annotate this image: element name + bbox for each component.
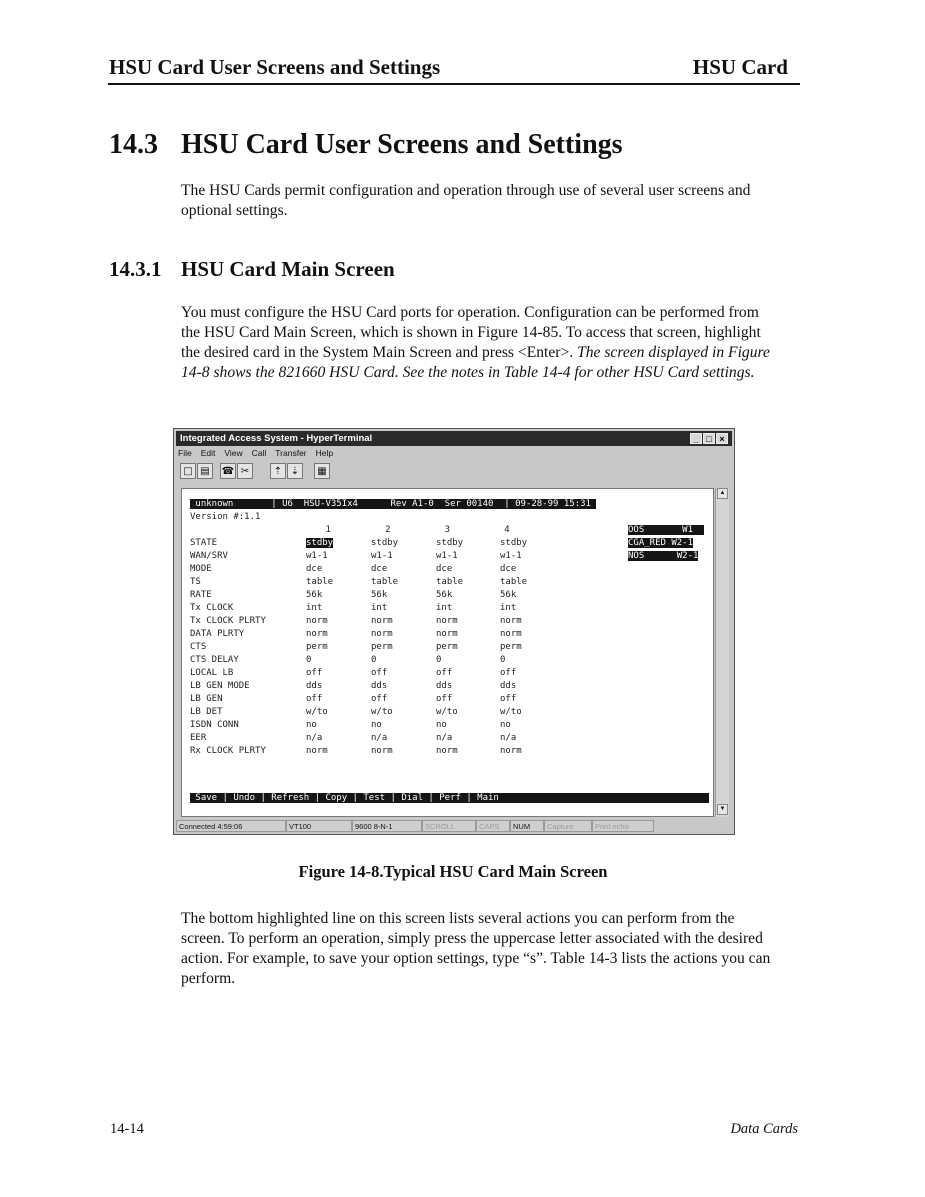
param-value-port2[interactable]: 56k [371, 590, 388, 600]
send-icon[interactable]: ⇡ [270, 463, 286, 479]
open-icon[interactable]: ▤ [197, 463, 213, 479]
terminal-screen[interactable] [181, 488, 714, 817]
state-value-port4: stdby [500, 538, 528, 548]
text-line: optional settings. [181, 202, 288, 219]
version-text: Version #:1.1 [190, 512, 261, 522]
port-column-header: 1 2 3 4 [190, 525, 510, 535]
param-value-port3[interactable]: w/to [436, 707, 458, 717]
param-value-port2[interactable]: w/to [371, 707, 393, 717]
section-number: 14.3 [109, 129, 158, 160]
param-value-port1[interactable]: 56k [306, 590, 323, 600]
subsection-number: 14.3.1 [109, 257, 162, 281]
param-value-port4[interactable]: table [500, 577, 528, 587]
param-value-port2[interactable]: norm [371, 629, 393, 639]
window-titlebar [176, 431, 732, 446]
param-label: LB DET [190, 707, 223, 717]
param-value-port4[interactable]: norm [500, 616, 522, 626]
param-value-port3[interactable]: dce [436, 564, 453, 574]
param-value-port2[interactable]: norm [371, 746, 393, 756]
menu-view[interactable]: View [224, 448, 243, 458]
state-value-port1[interactable]: stdby [306, 538, 334, 548]
text-line: action. For example, to save your option settings, type “s”. Table 14-3 lists the actions you can [181, 950, 771, 967]
disconnect-icon[interactable]: ✂ [237, 463, 253, 479]
menu-file[interactable]: File [178, 448, 192, 458]
text-line: screen. To perform an operation, simply press the uppercase letter associated with the desired [181, 930, 763, 947]
properties-icon[interactable]: ▦ [314, 463, 330, 479]
closing-paragraph [181, 909, 801, 989]
param-value-port4[interactable]: dce [500, 564, 517, 574]
param-value-port1[interactable]: perm [306, 642, 328, 652]
param-value-port3[interactable]: n/a [436, 733, 453, 743]
param-value-port2[interactable]: table [371, 577, 399, 587]
param-value-port3[interactable]: off [436, 668, 453, 678]
param-value-port2[interactable]: n/a [371, 733, 388, 743]
param-value-port2[interactable]: int [371, 603, 388, 613]
param-label: CTS DELAY [190, 655, 239, 665]
param-label: Rx CLOCK PLRTY [190, 746, 266, 756]
param-value-port3[interactable]: norm [436, 629, 458, 639]
param-value-port1[interactable]: dce [306, 564, 323, 574]
param-value-port4[interactable]: int [500, 603, 517, 613]
param-value-port4[interactable]: perm [500, 642, 522, 652]
param-value-port2[interactable]: 0 [371, 655, 377, 665]
status-emulation: VT100 [286, 820, 352, 832]
param-value-port1[interactable]: dds [306, 681, 323, 691]
alarm-line: NOS W2-1 [628, 551, 699, 561]
text-line: perform. [181, 970, 236, 987]
param-label: LOCAL LB [190, 668, 234, 678]
text-line [181, 343, 801, 363]
page-number: 14-14 [110, 1121, 144, 1137]
text-span: the desired card in the System Main Screen and press <Enter>. [181, 344, 578, 361]
menu-help[interactable]: Help [315, 448, 334, 458]
text-line: You must configure the HSU Card ports for operation. Configuration can be performed from [181, 304, 759, 321]
param-value-port1[interactable]: 0 [306, 655, 312, 665]
param-value-port2[interactable]: dds [371, 681, 388, 691]
scroll-down-icon[interactable]: ▼ [717, 804, 728, 815]
text-line: The HSU Cards permit configuration and operation through use of several user screens and [181, 182, 751, 199]
status-bar [176, 820, 732, 833]
param-value-port4[interactable]: w1-1 [500, 551, 522, 561]
param-value-port3[interactable]: off [436, 694, 453, 704]
state-label: STATE [190, 538, 218, 548]
param-value-port3[interactable]: 56k [436, 590, 453, 600]
param-value-port3[interactable]: no [436, 720, 447, 730]
param-value-port3[interactable]: perm [436, 642, 458, 652]
menu-bar [178, 448, 342, 458]
param-value-port1[interactable]: norm [306, 746, 328, 756]
param-value-port1[interactable]: w1-1 [306, 551, 328, 561]
param-value-port1[interactable]: no [306, 720, 317, 730]
running-header-left: HSU Card User Screens and Settings [109, 55, 441, 79]
param-value-port4[interactable]: n/a [500, 733, 517, 743]
receive-icon[interactable]: ⇣ [287, 463, 303, 479]
maximize-button[interactable]: □ [703, 433, 715, 444]
param-value-port1[interactable]: off [306, 668, 323, 678]
param-value-port1[interactable]: norm [306, 616, 328, 626]
status-port-settings: 9600 8-N-1 [352, 820, 422, 832]
param-value-port4[interactable]: off [500, 668, 517, 678]
section-intro [181, 181, 801, 221]
header-rule [108, 83, 800, 85]
menu-call[interactable]: Call [251, 448, 267, 458]
param-label: ISDN CONN [190, 720, 239, 730]
param-value-port1[interactable]: table [306, 577, 334, 587]
param-value-port2[interactable]: perm [371, 642, 393, 652]
param-value-port1[interactable]: int [306, 603, 323, 613]
param-label: RATE [190, 590, 212, 600]
param-value-port4[interactable]: w/to [500, 707, 522, 717]
status-num: NUM [510, 820, 544, 832]
param-value-port3[interactable]: table [436, 577, 464, 587]
window-title: Integrated Access System - HyperTerminal [180, 433, 373, 444]
alarm-line: OOS W1 [628, 525, 704, 535]
param-value-port1[interactable]: off [306, 694, 323, 704]
menu-edit[interactable]: Edit [200, 448, 216, 458]
param-value-port2[interactable]: w1-1 [371, 551, 393, 561]
param-value-port4[interactable]: norm [500, 746, 522, 756]
running-header-right: HSU Card [692, 55, 788, 79]
param-label: MODE [190, 564, 212, 574]
param-value-port3[interactable]: int [436, 603, 453, 613]
param-label: LB GEN [190, 694, 223, 704]
param-value-port3[interactable]: norm [436, 616, 458, 626]
alarm-line: CGA_RED W2-1 [628, 538, 694, 548]
action-bar[interactable]: Save | Undo | Refresh | Copy | Test | Dial | Perf | Main [190, 793, 709, 803]
section-heading [109, 129, 623, 161]
param-label: Tx CLOCK [190, 603, 234, 613]
status-caps: CAPS [476, 820, 510, 832]
param-value-port4[interactable]: 0 [500, 655, 506, 665]
param-label: CTS [190, 642, 207, 652]
status-connected: Connected 4:59:06 [176, 820, 286, 832]
param-label: LB GEN MODE [190, 681, 250, 691]
menu-transfer[interactable]: Transfer [275, 448, 307, 458]
text-line: the HSU Card Main Screen, which is shown in Figure 14-85. To access that screen, highlight [181, 324, 761, 341]
text-line: 14-8 shows the 821660 HSU Card. See the notes in Table 14-4 for other HSU Card settings. [181, 364, 755, 381]
param-label: EER [190, 733, 207, 743]
param-value-port2[interactable]: norm [371, 616, 393, 626]
subsection-body [181, 303, 801, 383]
param-value-port2[interactable]: off [371, 668, 388, 678]
state-value-port2: stdby [371, 538, 399, 548]
figure-caption: Figure 14-8.Typical HSU Card Main Screen [298, 862, 608, 881]
param-value-port4[interactable]: off [500, 694, 517, 704]
param-value-port1[interactable]: w/to [306, 707, 328, 717]
vertical-scrollbar[interactable] [715, 488, 729, 817]
param-label: WAN/SRV [190, 551, 228, 561]
phone-icon[interactable]: ☎ [220, 463, 236, 479]
scroll-up-icon[interactable]: ▲ [717, 488, 728, 499]
param-value-port3[interactable]: dds [436, 681, 453, 691]
param-value-port1[interactable]: n/a [306, 733, 323, 743]
param-label: DATA PLRTY [190, 629, 245, 639]
param-label: Tx CLOCK PLRTY [190, 616, 266, 626]
param-value-port4[interactable]: no [500, 720, 511, 730]
param-value-port3[interactable]: w1-1 [436, 551, 458, 561]
subsection-heading [109, 257, 395, 282]
param-value-port4[interactable]: 56k [500, 590, 517, 600]
new-icon[interactable]: □ [180, 463, 196, 479]
terminal-header-bar: unknown | U6 HSU-V35Ix4 Rev A1-0 Ser 00140 | 09-28-99 15:31 [190, 499, 597, 509]
param-value-port1[interactable]: norm [306, 629, 328, 639]
status-scroll: SCROLL [422, 820, 476, 832]
param-value-port2[interactable]: off [371, 694, 388, 704]
close-button[interactable]: × [716, 433, 728, 444]
param-value-port4[interactable]: dds [500, 681, 517, 691]
status-print-echo: Print echo [592, 820, 654, 832]
minimize-button[interactable]: _ [690, 433, 702, 444]
text-line: The bottom highlighted line on this screen lists several actions you can perform from the [181, 910, 735, 927]
footer-chapter: Data Cards [730, 1121, 798, 1137]
param-value-port3[interactable]: 0 [436, 655, 442, 665]
param-value-port2[interactable]: no [371, 720, 382, 730]
subsection-title: HSU Card Main Screen [181, 257, 395, 281]
hyperterminal-window [173, 428, 735, 835]
section-title: HSU Card User Screens and Settings [181, 129, 623, 160]
state-value-port3: stdby [436, 538, 464, 548]
text-span-italic: The screen displayed in Figure [577, 344, 770, 361]
param-value-port3[interactable]: norm [436, 746, 458, 756]
param-value-port2[interactable]: dce [371, 564, 388, 574]
param-label: TS [190, 577, 201, 587]
param-value-port4[interactable]: norm [500, 629, 522, 639]
status-capture: Capture [544, 820, 592, 832]
